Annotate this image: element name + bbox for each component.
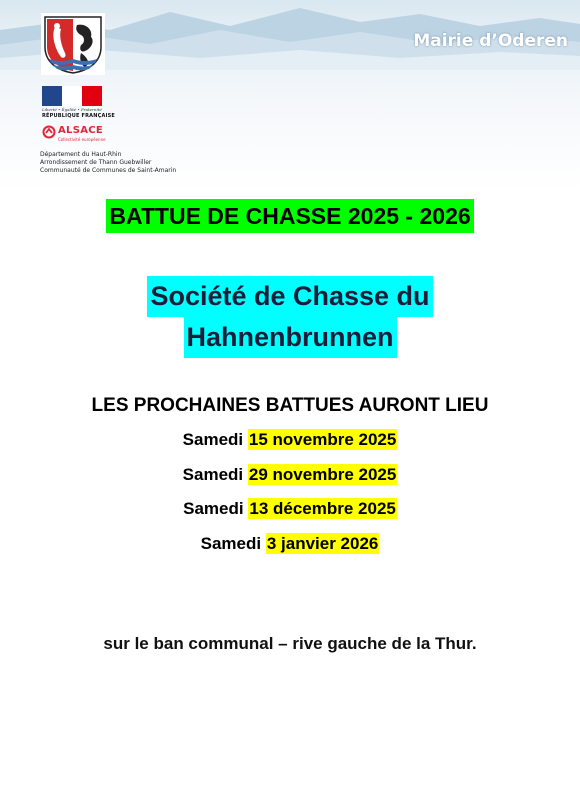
date-value: 29 novembre 2025: [248, 465, 397, 484]
alsace-heart-icon: [42, 125, 56, 139]
date-value: 13 décembre 2025: [249, 499, 396, 518]
date-value: 3 janvier 2026: [266, 534, 379, 553]
alsace-logo: [42, 125, 122, 145]
society-name: [0, 276, 580, 358]
date-day: Samedi: [200, 534, 262, 553]
date-line: [0, 430, 580, 450]
mairie-label: Mairie d’Oderen: [413, 31, 568, 51]
location-text: sur le ban communal – rive gauche de la Thur.: [103, 634, 477, 653]
alsace-name: ALSACE: [58, 125, 104, 136]
republique-motto: Liberté • Égalité • Fraternité: [42, 107, 102, 112]
title-highlight: BATTUE DE CHASSE 2025 - 2026: [106, 199, 473, 233]
date-line: [0, 499, 580, 519]
arrondissement-line: Arrondissement de Thann Guebwiller: [40, 159, 152, 166]
date-value: 15 novembre 2025: [248, 430, 397, 449]
notice-title: [0, 203, 580, 230]
date-line: [0, 465, 580, 485]
republique-francaise-logo: [42, 86, 116, 120]
header-banner: [0, 0, 580, 190]
department-line: Département du Haut-Rhin: [40, 151, 122, 158]
society-line-2: Hahnenbrunnen: [184, 317, 397, 358]
department-info: [40, 151, 176, 175]
date-day: Samedi: [182, 465, 244, 484]
alsace-sub: Collectivité européenne: [58, 137, 106, 142]
date-day: Samedi: [183, 499, 244, 518]
date-day: Samedi: [182, 430, 244, 449]
coat-of-arms-logo: [41, 13, 105, 75]
date-line: [0, 534, 580, 554]
announcement-heading: LES PROCHAINES BATTUES AURONT LIEU: [91, 395, 489, 416]
society-line-1: Société de Chasse du: [147, 276, 432, 317]
republique-name: RÉPUBLIQUE FRANÇAISE: [42, 113, 116, 119]
french-flag-icon: [42, 86, 102, 106]
communaute-line: Communauté de Communes de Saint-Amarin: [40, 167, 177, 174]
